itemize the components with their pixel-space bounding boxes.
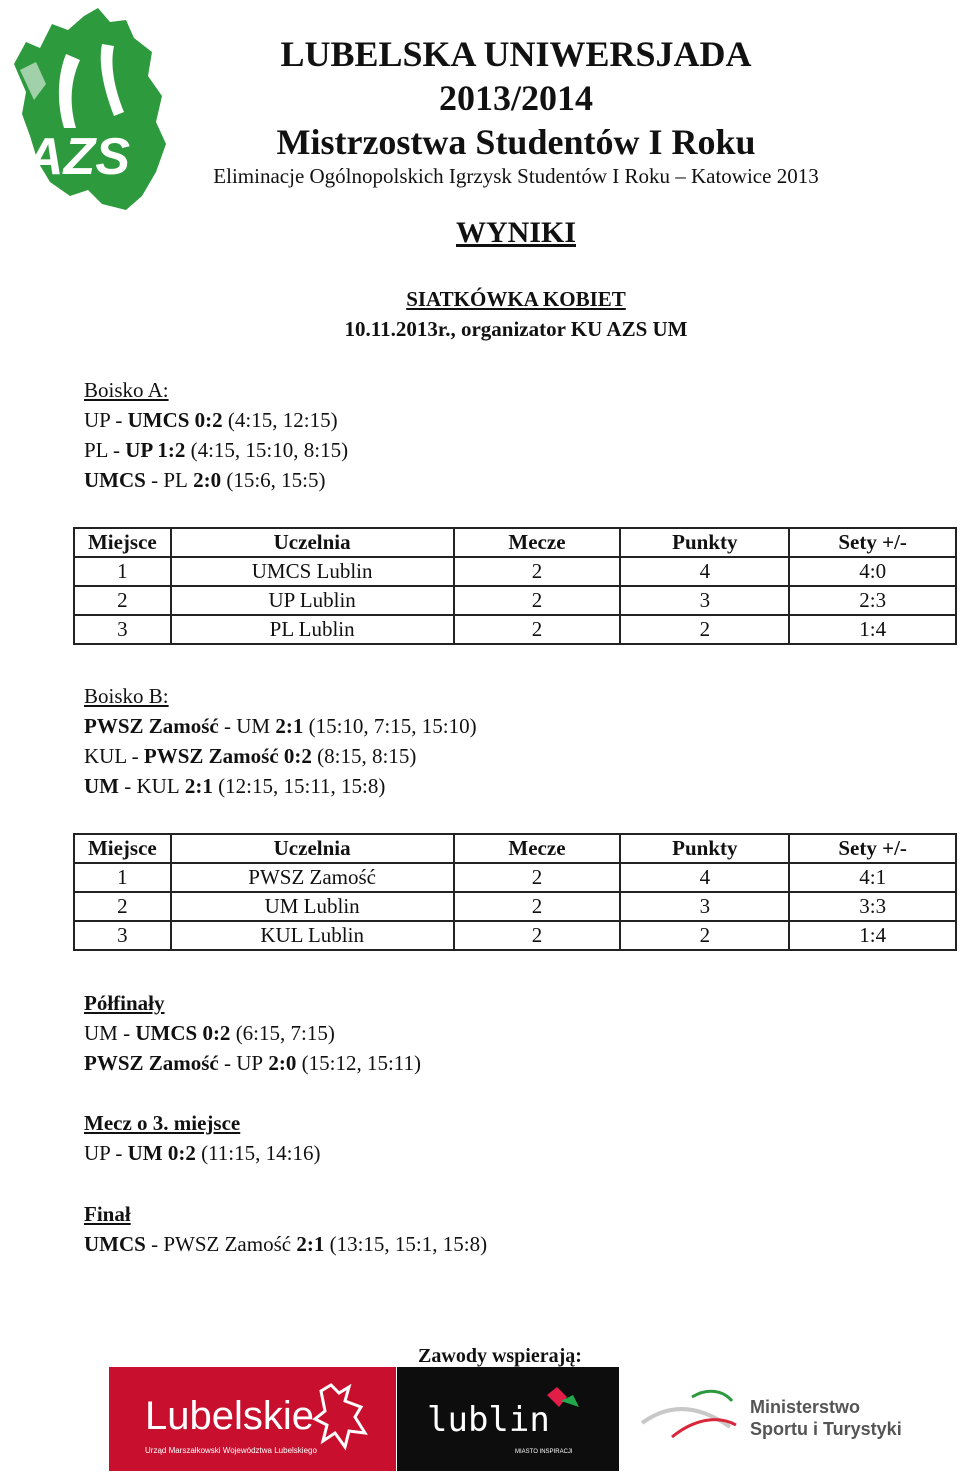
separator: - [145,1232,164,1256]
table-row [74,586,956,615]
table-row [74,892,956,921]
table-header-row [74,528,956,557]
title-line-2: 2013/2014 [438,78,593,118]
header-games: Mecze [454,834,621,863]
semifinals-heading: Półfinały [84,991,165,1015]
table-header-row [74,834,956,863]
court-a-standings-table [73,527,957,645]
away-team: UM [236,714,271,738]
home-team: KUL [84,744,127,768]
separator: - [145,468,164,492]
home-team: UM [84,774,119,798]
home-team: UP [84,1141,111,1165]
cell-games: 2 [454,586,621,615]
away-team: PL [163,468,188,492]
third-place-heading: Mecz o 3. miejsce [84,1111,241,1135]
title-line-3: Mistrzostwa Studentów I Roku [276,122,756,162]
separator: - [107,438,126,462]
match-line [84,437,348,463]
cell-points: 3 [620,892,789,921]
match-score: 2:1 [291,1232,325,1256]
cell-games: 2 [454,615,621,644]
set-scores: (15:12, 15:11) [296,1051,422,1075]
cell-points: 3 [620,586,789,615]
separator: - [119,774,137,798]
final-heading: Finał [84,1202,131,1226]
svg-text:Sportu i Turystyki: Sportu i Turystyki [750,1419,902,1439]
svg-text:Ministerstwo: Ministerstwo [750,1397,861,1417]
header-place: Miejsce [74,834,171,863]
away-team: UM [127,1141,163,1165]
cell-team: PWSZ Zamość [171,863,454,892]
header-sets: Sety +/- [789,834,956,863]
match-line [84,407,338,433]
away-team: UP [125,438,153,462]
away-team: UMCS [127,408,190,432]
match-score: 1:2 [152,438,186,462]
date-organizer: 10.11.2013r., organizator KU AZS UM [344,317,688,341]
match-score: 0:2 [278,744,312,768]
cell-games: 2 [454,921,621,950]
separator: - [126,744,144,768]
match-score: 0:2 [189,408,223,432]
cell-sets: 4:0 [789,557,956,586]
match-line [84,773,385,799]
set-scores: (12:15, 15:11, 15:8) [212,774,386,798]
lubelskie-logo [109,1367,396,1471]
azs-logo [6,4,168,210]
set-scores: (15:10, 7:15, 15:10) [303,714,477,738]
separator: - [218,1051,237,1075]
separator: - [110,408,128,432]
sport-heading: SIATKÓWKA KOBIET [406,287,626,311]
set-scores: (8:15, 8:15) [311,744,417,768]
match-line [84,1231,487,1257]
cell-team: UP Lublin [171,586,454,615]
away-team: UMCS [135,1021,198,1045]
cell-sets: 1:4 [789,615,956,644]
set-scores: (4:15, 12:15) [222,408,338,432]
set-scores: (13:15, 15:1, 15:8) [324,1232,488,1256]
cell-sets: 4:1 [789,863,956,892]
home-team: PWSZ Zamość [84,1051,219,1075]
svg-text:Urząd Marszałkowski Województw: Urząd Marszałkowski Województwa Lubelskiego [145,1446,317,1455]
subtitle: Eliminacje Ogólnopolskich Igrzysk Studentów I Roku – Katowice 2013 [213,164,819,188]
match-line [84,1050,421,1076]
court-b-heading: Boisko B: [84,684,169,708]
cell-place: 3 [74,615,171,644]
away-team: KUL [136,774,180,798]
away-team: UP [236,1051,264,1075]
cell-points: 2 [620,921,789,950]
header-points: Punkty [620,528,789,557]
match-score: 0:2 [197,1021,231,1045]
home-team: UMCS [84,468,146,492]
match-score: 2:0 [263,1051,297,1075]
match-line [84,1020,335,1046]
set-scores: (4:15, 15:10, 8:15) [185,438,349,462]
cell-sets: 2:3 [789,586,956,615]
cell-points: 2 [620,615,789,644]
cell-games: 2 [454,892,621,921]
match-line [84,1140,320,1166]
cell-points: 4 [620,863,789,892]
table-row [74,615,956,644]
match-line [84,743,416,769]
lublin-logo [397,1367,619,1471]
cell-games: 2 [454,557,621,586]
cell-team: KUL Lublin [171,921,454,950]
cell-sets: 3:3 [789,892,956,921]
set-scores: (15:6, 15:5) [221,468,326,492]
match-score: 2:1 [270,714,304,738]
cell-place: 1 [74,557,171,586]
cell-team: UM Lublin [171,892,454,921]
header-place: Miejsce [74,528,171,557]
cell-team: UMCS Lublin [171,557,454,586]
cell-place: 1 [74,863,171,892]
away-team: PWSZ Zamość [163,1232,292,1256]
header-points: Punkty [620,834,789,863]
svg-text:AZS: AZS [26,128,130,186]
svg-text:Lubelskie: Lubelskie [145,1394,315,1438]
set-scores: (6:15, 7:15) [230,1021,335,1045]
supporters-heading: Zawody wspierają: [418,1345,582,1367]
cell-place: 3 [74,921,171,950]
court-a-heading: Boisko A: [84,378,169,402]
match-line [84,467,326,493]
svg-text:MIASTO INSPIRACJI: MIASTO INSPIRACJI [515,1449,573,1455]
table-row [74,557,956,586]
court-b-standings-table [73,833,957,951]
svg-text:lublin: lublin [427,1400,550,1440]
table-row [74,863,956,892]
cell-place: 2 [74,892,171,921]
home-team: PWSZ Zamość [84,714,219,738]
cell-points: 4 [620,557,789,586]
match-score: 2:1 [179,774,213,798]
away-team: PWSZ Zamość [143,744,279,768]
home-team: UMCS [84,1232,146,1256]
cell-place: 2 [74,586,171,615]
separator: - [110,1141,128,1165]
set-scores: (11:15, 14:16) [195,1141,321,1165]
table-row [74,921,956,950]
header-school: Uczelnia [171,834,454,863]
header-sets: Sety +/- [789,528,956,557]
match-line [84,713,477,739]
home-team: UM [84,1021,118,1045]
title-line-1: LUBELSKA UNIWERSJADA [280,34,752,74]
cell-team: PL Lublin [171,615,454,644]
home-team: PL [84,438,108,462]
separator: - [117,1021,136,1045]
cell-games: 2 [454,863,621,892]
header-games: Mecze [454,528,621,557]
match-score: 2:0 [187,468,222,492]
results-heading: WYNIKI [455,216,576,249]
header-school: Uczelnia [171,528,454,557]
separator: - [218,714,237,738]
home-team: UP [84,408,111,432]
match-score: 0:2 [162,1141,196,1165]
cell-sets: 1:4 [789,921,956,950]
ministerstwo-logo [632,1367,932,1471]
